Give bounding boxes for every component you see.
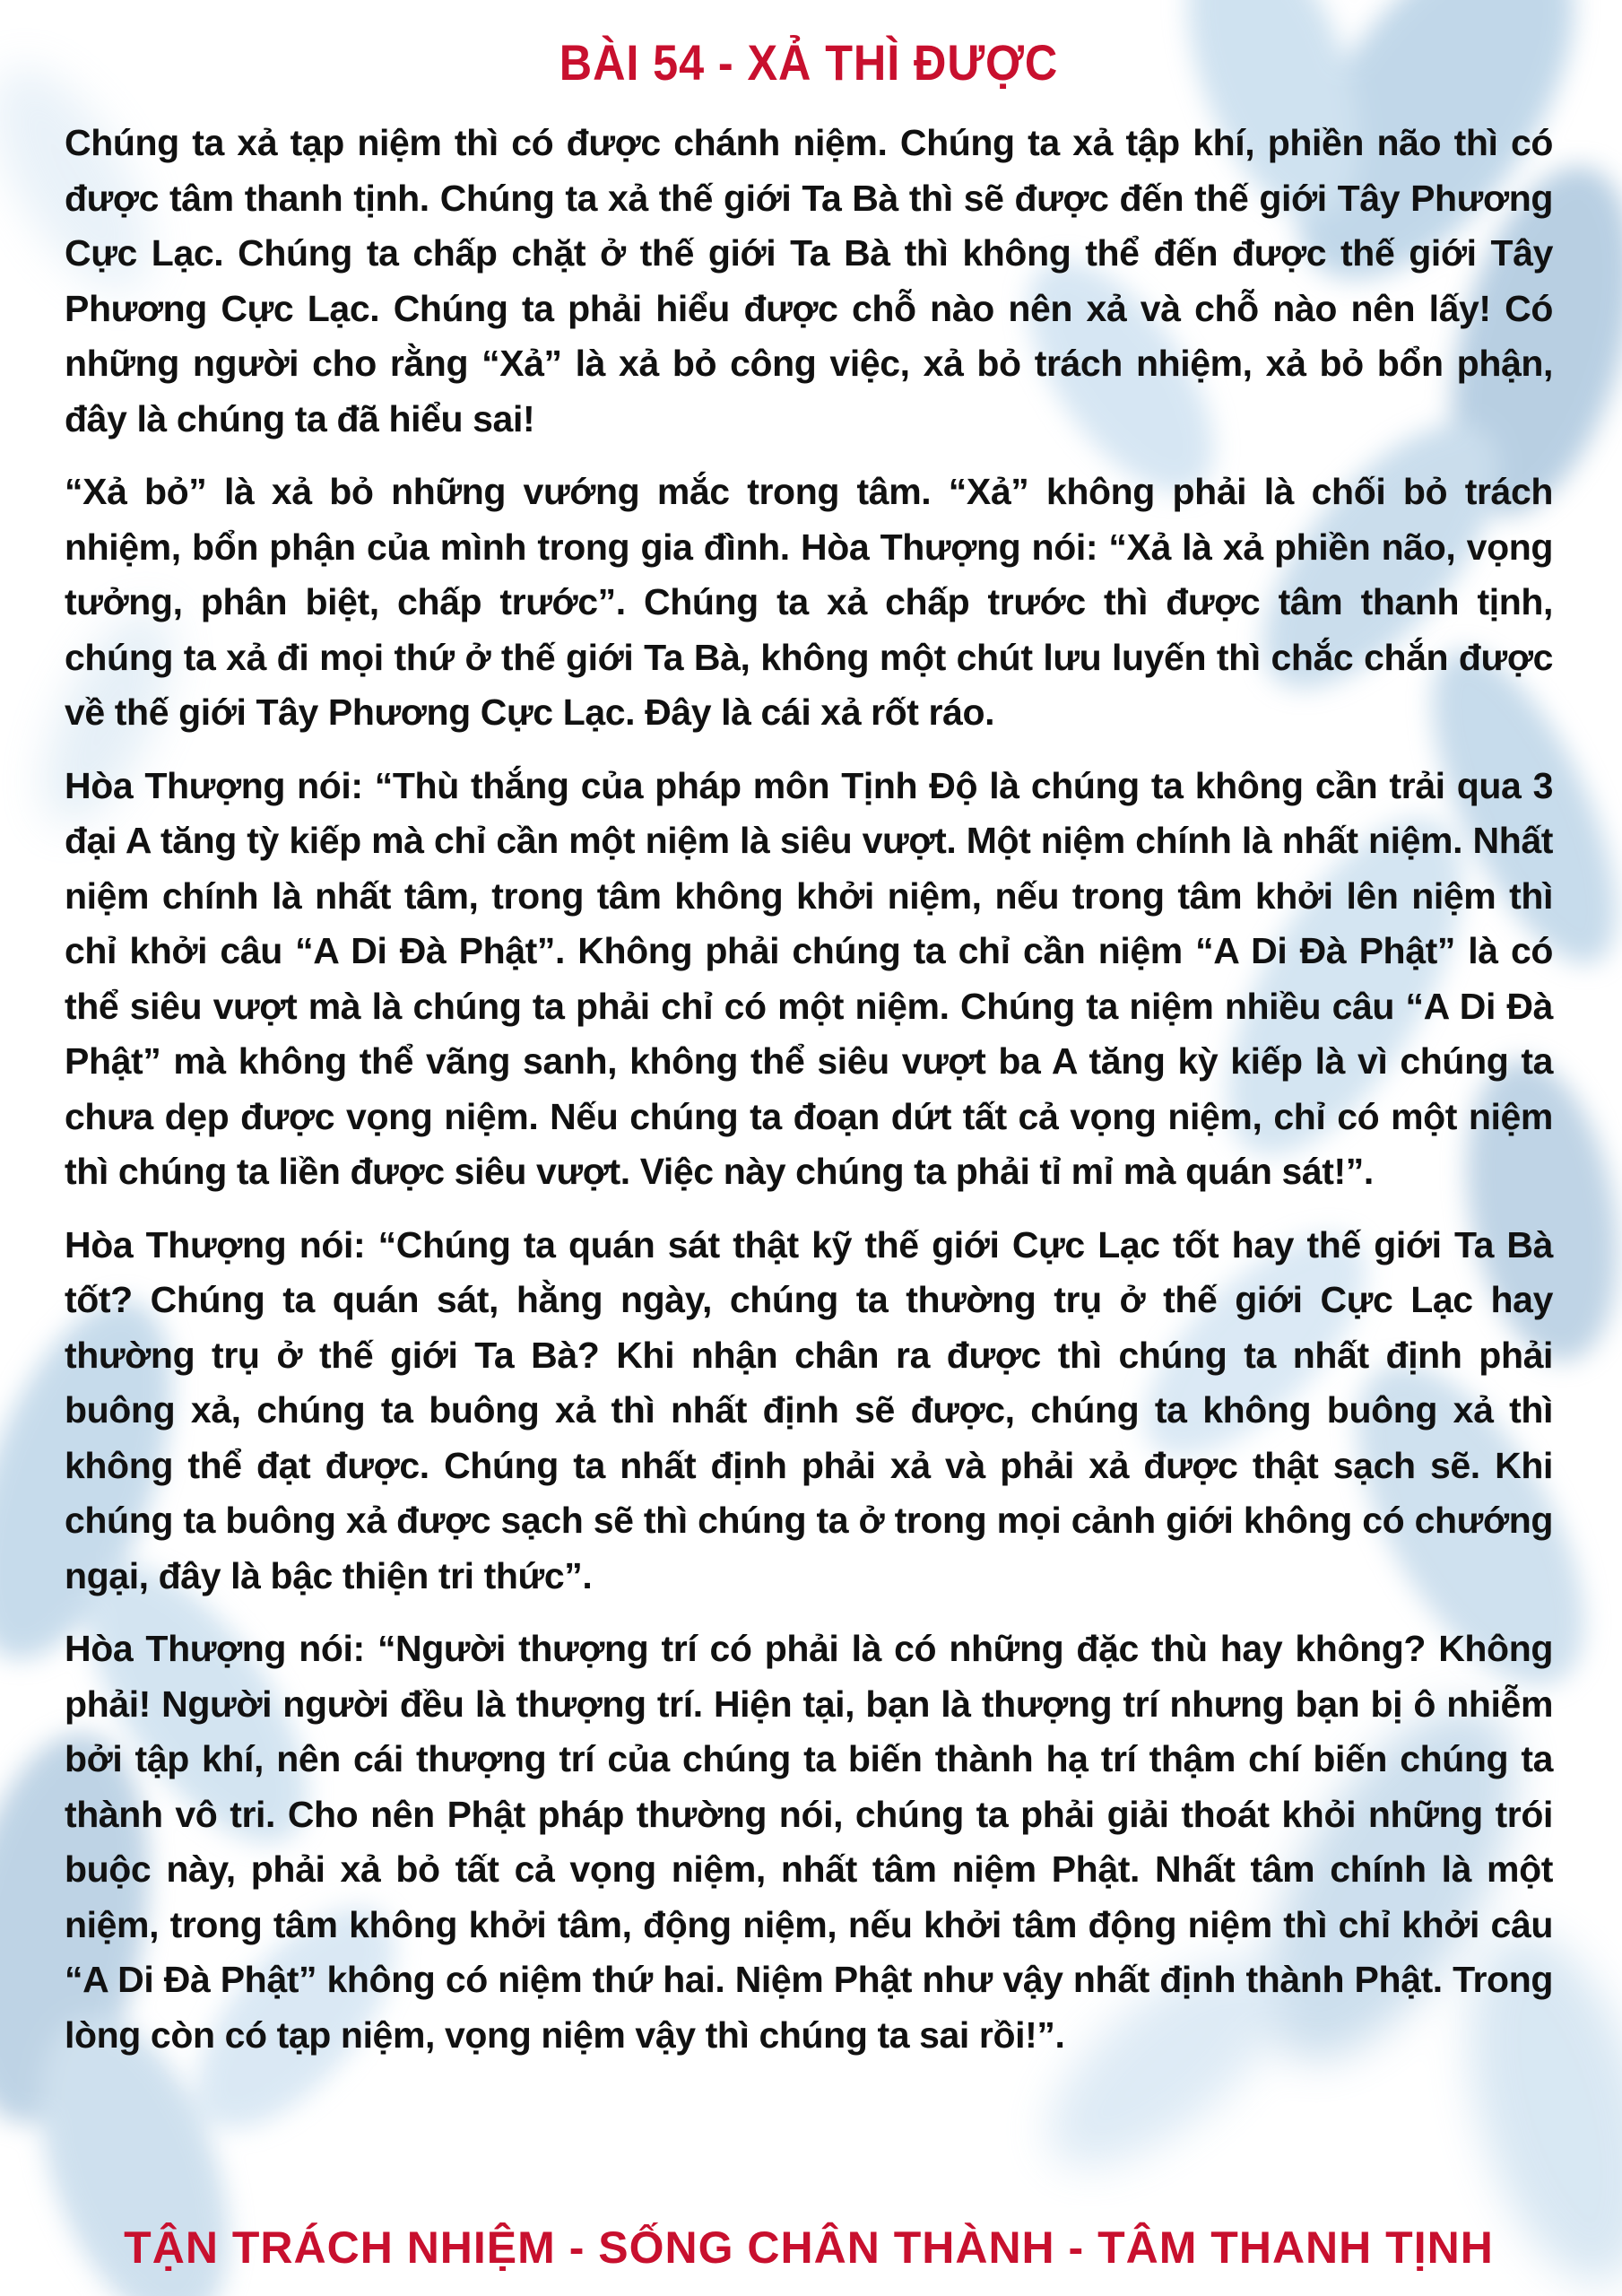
paragraph-1: Chúng ta xả tạp niệm thì có được chánh niệm. Chúng ta xả tập khí, phiền não thì có được tâm thanh tịnh. Chúng ta xả thế giới Ta Bà thì sẽ được đến thế giới Tây Phương Cực Lạc. Chúng ta chấp chặt ở thế giới Ta Bà thì không thể đến được thế giới Tây Phương Cực Lạc. Chúng ta phải hiểu được chỗ nào nên xả và chỗ nào nên lấy! Có những người cho rằng “Xả” là xả bỏ công việc, xả bỏ trách nhiệm, xả bỏ bổn phận, đây là chúng ta đã hiểu sai! [65, 122, 1553, 439]
footer-motto: TẬN TRÁCH NHIỆM - SỐNG CHÂN THÀNH - TÂM THANH TỊNH [124, 2222, 1494, 2273]
paragraph-5: Hòa Thượng nói: “Người thượng trí có phải là có những đặc thù hay không? Không phải! Người người đều là thượng trí. Hiện tại, bạn là thượng trí nhưng bạn bị ô nhiễm bởi tập khí, nên cái thượng trí của chúng ta biến thành hạ trí thậm chí biến chúng ta thành vô tri. Cho nên Phật pháp thường nói, chúng ta phải giải thoát khỏi những trói buộc này, phải xả bỏ tất cả vọng niệm, nhất tâm niệm Phật. Nhất tâm chính là một niệm, trong tâm không khởi tâm, động niệm, nếu khởi tâm động niệm thì chỉ khởi câu “A Di Đà Phật” không có niệm thứ hai. Niệm Phật như vậy nhất định thành Phật. Trong lòng còn có tạp niệm, vọng niệm vậy thì chúng ta sai rồi!”. [65, 1628, 1553, 2056]
paragraph-4: Hòa Thượng nói: “Chúng ta quán sát thật kỹ thế giới Cực Lạc tốt hay thế giới Ta Bà tốt? Chúng ta quán sát, hằng ngày, chúng ta thường trụ ở thế giới Cực Lạc hay thường trụ ở thế giới Ta Bà? Khi nhận chân ra được thì chúng ta nhất định phải buông xả, chúng ta buông xả thì nhất định sẽ được, chúng ta không buông xả thì không thể đạt được. Chúng ta nhất định phải xả và phải xả được thật sạch sẽ. Khi chúng ta buông xả được sạch sẽ thì chúng ta ở trong mọi cảnh giới không có chướng ngại, đây là bậc thiện tri thức”. [65, 1223, 1553, 1596]
lesson-body [65, 116, 1553, 2063]
lesson-title: BÀI 54 - XẢ THÌ ĐƯỢC [559, 34, 1059, 91]
paragraph-3: Hòa Thượng nói: “Thù thắng của pháp môn Tịnh Độ là chúng ta không cần trải qua 3 đại A tăng tỳ kiếp mà chỉ cần một niệm là siêu vượt. Một niệm chính là nhất niệm. Nhất niệm chính là nhất tâm, trong tâm không khởi niệm, nếu trong tâm khởi lên niệm thì chỉ khởi câu “A Di Đà Phật”. Không phải chúng ta chỉ cần niệm “A Di Đà Phật” là có thể siêu vượt mà là chúng ta phải chỉ có một niệm. Chúng ta niệm nhiều câu “A Di Đà Phật” mà không thể vãng sanh, không thể siêu vượt ba A tăng kỳ kiếp là vì chúng ta chưa dẹp được vọng niệm. Nếu chúng ta đoạn dứt tất cả vọng niệm, chỉ có một niệm thì chúng ta liền được siêu vượt. Việc này chúng ta phải tỉ mỉ mà quán sát!”. [65, 764, 1553, 1193]
document-page [65, 32, 1553, 2274]
paragraph-2: “Xả bỏ” là xả bỏ những vướng mắc trong tâm. “Xả” không phải là chối bỏ trách nhiệm, bổn phận của mình trong gia đình. Hòa Thượng nói: “Xả là xả phiền não, vọng tưởng, phân biệt, chấp trước”. Chúng ta xả chấp trước thì được tâm thanh tịnh, chúng ta xả đi mọi thứ ở thế giới Ta Bà, không một chút lưu luyến thì chắc chắn được về thế giới Tây Phương Cực Lạc. Đây là cái xả rốt ráo. [65, 471, 1553, 734]
